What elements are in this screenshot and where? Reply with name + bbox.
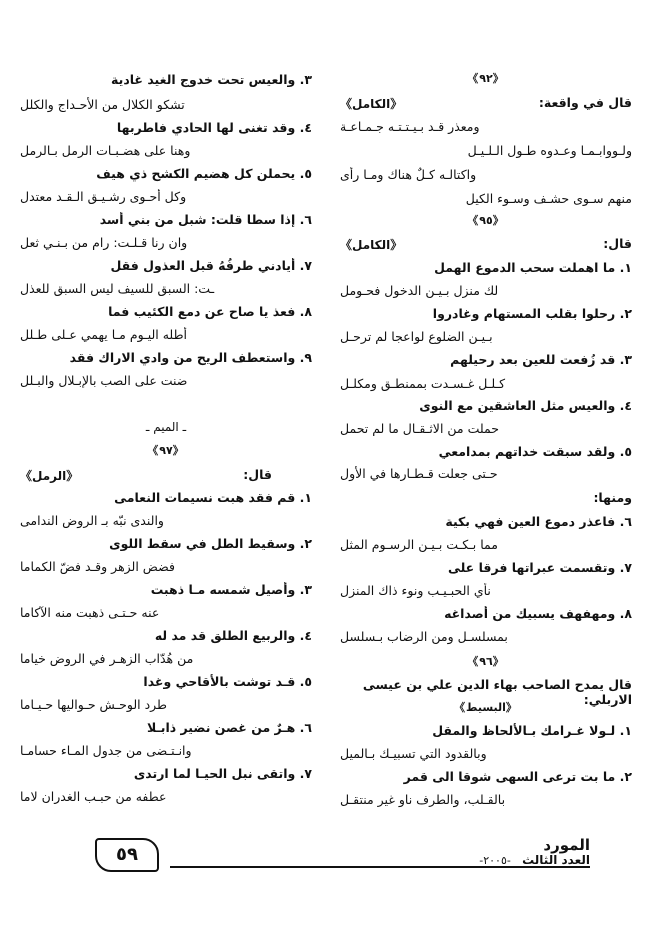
verse-line: بالقـلب، والطرف ناو غير منتقـل bbox=[340, 792, 506, 807]
verse-line: والندى نبّه بـ الروض الندامى bbox=[20, 513, 164, 528]
poem-number-97: 《٩٧》 bbox=[147, 444, 185, 457]
verse-line: ٢. ما بت ترعى السهى شوقا الى قمر bbox=[403, 769, 632, 784]
verse-line: لك منزل بـيـن الدخول فحـومل bbox=[340, 283, 499, 298]
section-title: ـ الميم ـ bbox=[145, 420, 187, 434]
poem-intro: قال يمدح الصاحب بهاء الدين علي بن عيسى الاربلي: bbox=[362, 677, 632, 707]
verse-line: ٧. أيادني طرفُهُ قبل العذول فقل bbox=[110, 258, 312, 273]
verse-line: وهنا على هضـبـات الرمل بـالرمل bbox=[20, 143, 191, 158]
verse-line: عنه حـتـى ذهبت منه الآكاما bbox=[20, 605, 160, 620]
verse-line: ٤. والعيس مثل العاشقين مع النوى bbox=[419, 398, 632, 413]
verse-line: ٣. والعيس تحت خدوج الغيد غادية bbox=[111, 72, 312, 87]
verse-line: ٦. إذا سطا قلت: شبل من بني أسد bbox=[99, 212, 312, 227]
verse-line: حـتى جعلت قـطـارها في الأول bbox=[340, 466, 498, 481]
verse-line: ومعذر قـد بـيـتـتـه جـمـاعـة bbox=[340, 119, 480, 134]
section-intro: ومنها: bbox=[593, 490, 632, 505]
verse-line: ٣. وأصيل شمسه مـا ذهبت bbox=[150, 582, 312, 597]
verse-line: حملت من الاثـقـال ما لم تحمل bbox=[340, 421, 499, 436]
poem-number-95: 《٩٥》 bbox=[467, 214, 505, 227]
verse-line: ٦. هـرٌ من غصن نضير ذابـلا bbox=[146, 720, 312, 735]
journal-name: المورد bbox=[543, 836, 590, 854]
poem-number-92: 《٩٢》 bbox=[467, 72, 505, 85]
verse-line: وكل أحـوى رشـيـق الـقـد معتدل bbox=[20, 189, 187, 204]
verse-line: بـيـن الضلوع لواعجا لم ترحـل bbox=[340, 329, 493, 344]
verse-line: أطله اليـوم مـا يهمي عـلى طـلل bbox=[20, 327, 187, 342]
poem-intro: قال: bbox=[603, 236, 632, 251]
verse-line: ١. لـولا غـرامك بـالألحاظ والمقل bbox=[432, 723, 632, 738]
verse-line: كـلـل غـسـدت بممنطـق ومكلـل bbox=[340, 376, 506, 391]
verse-line: ٩. واستعطف الريح من وادي الاراك فقد bbox=[69, 350, 312, 365]
verse-line: ٥. يحملن كل هضيم الكشح ذي هيف bbox=[96, 166, 312, 181]
verse-line: ٧. واتقى نبل الحيـا لما ارتدى bbox=[133, 766, 312, 781]
verse-line: نأي الحبـيـب ونوء ذاك المنزل bbox=[340, 583, 491, 598]
verse-line: ٦. فاعذر دموع العين فهي بكية bbox=[445, 514, 632, 529]
poem-intro: قال: bbox=[243, 467, 272, 482]
verse-line: ٧. وتقسمت عبراتها فرقا على bbox=[447, 560, 632, 575]
verse-line: ٢. رحلوا بقلب المستهام وغادروا bbox=[432, 306, 632, 321]
verse-line: ٨. فعذ يا صاح عن دمع الكئيب فما bbox=[108, 304, 312, 319]
verse-line: ـت: السبق للسيف ليس السبق للعذل bbox=[20, 281, 215, 296]
meter-label: 《الكامل》 bbox=[340, 97, 403, 111]
verse-line: ولـووابـمـا وعـدوه طـول الـلـيـل bbox=[467, 143, 632, 158]
verse-line: ٣. قد زُفعت للعين بعد رحيلهم bbox=[450, 352, 632, 367]
poem-intro: قال في واقعة: bbox=[538, 95, 632, 110]
verse-line: ضنت على الصب بالإبـلال والبـلل bbox=[20, 373, 188, 388]
page-footer bbox=[70, 838, 590, 874]
verse-line: ٤. وقد تغنى لها الحادي فاطربها bbox=[116, 120, 312, 135]
verse-line: تشكو الكلال من الأحـداج والكلل bbox=[20, 97, 185, 112]
verse-line: ٨. ومهفهف يسبيك من أصداغه bbox=[444, 606, 632, 621]
verse-line: منهم سـوى حشـف وسـوء الكيل bbox=[465, 191, 632, 206]
verse-line: ٥. قـد توشت بالأقاحي وغدا bbox=[143, 674, 312, 689]
verse-line: مما بـكـت بـيـن الرسـوم المثل bbox=[340, 537, 498, 552]
issue-year: -٢٠٠٥- bbox=[479, 854, 511, 867]
page-number: ٥٩ bbox=[95, 838, 159, 872]
verse-line: ٥. ولقد سبقت خداتهم بمدامعي bbox=[438, 444, 632, 459]
journal-masthead bbox=[390, 838, 590, 868]
verse-line: طرد الوحـش حـواليها حـيـاما bbox=[20, 697, 168, 712]
meter-label: 《الرمل》 bbox=[20, 469, 79, 483]
verse-line: واكتالـه كـلٌ هناك ومـا رأى bbox=[340, 167, 477, 182]
verse-line: ٤. والربيع الطلق قد مد له bbox=[154, 628, 312, 643]
verse-line: ٢. وسقيط الطل في سقط اللوى bbox=[109, 536, 312, 551]
meter-label: 《البسيط》 bbox=[454, 701, 518, 714]
verse-line: ١. ما اهملت سحب الدموع الهمل bbox=[434, 260, 632, 275]
verse-line: ١. قم فقد هبت نسيمات النعامى bbox=[114, 490, 312, 505]
verse-line: فضض الزهر وقـد فضّ الكماما bbox=[20, 559, 175, 574]
verse-line: وان رنا قـلـت: رام من بـنـي ثعل bbox=[20, 235, 188, 250]
issue-label: العدد الثالث bbox=[522, 853, 590, 867]
verse-line: من هُدّاب الزهـر في الروض خياما bbox=[20, 651, 194, 666]
verse-line: عطفه من حبـب الغدران لاما bbox=[20, 789, 167, 804]
poem-number-96: 《٩٦》 bbox=[467, 655, 505, 668]
meter-label: 《الكامل》 bbox=[340, 238, 403, 252]
verse-line: بمسلسـل ومن الرضاب بـسلسل bbox=[340, 629, 508, 644]
verse-line: وبالقدود التي تسبيـك بـالميل bbox=[340, 746, 487, 761]
verse-line: وانـتـضى من جدول المـاء حسامـا bbox=[20, 743, 192, 758]
